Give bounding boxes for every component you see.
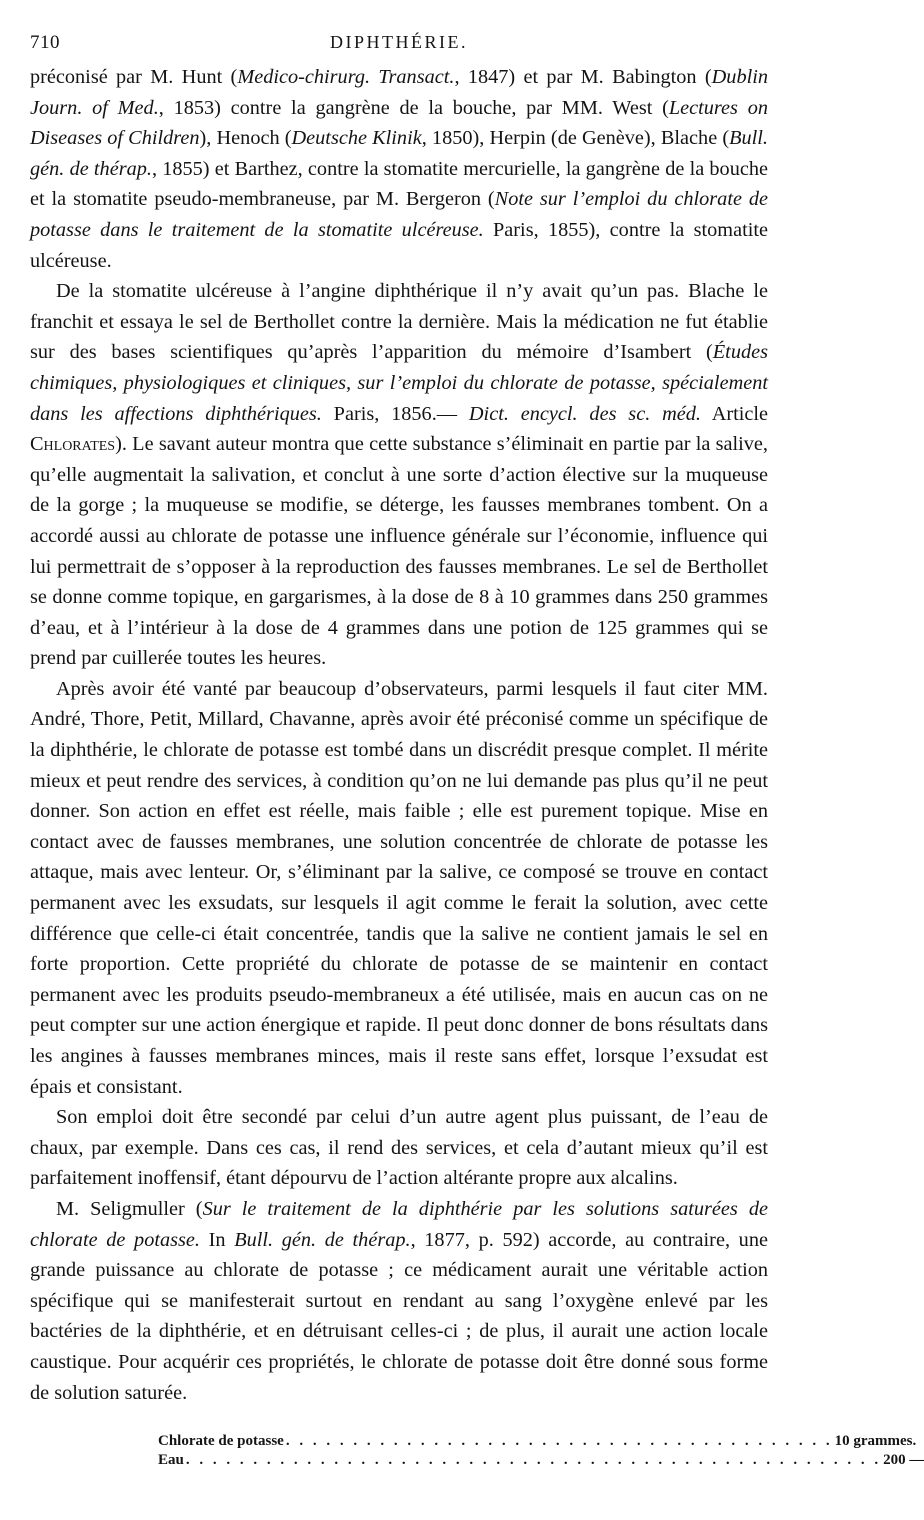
page-header xyxy=(30,28,768,62)
page-body xyxy=(30,62,768,1408)
prescription-row xyxy=(158,1451,924,1470)
running-title: DIPHTHÉRIE. xyxy=(330,32,468,52)
paragraph-5: M. Seligmuller (Sur le traitement de la diphthérie par les solutions saturées de chlorate de potasse. In Bull. gén. de thérap., 1877, p. 592) accorde, au contraire, une grande puissance au chlorate de potasse ; ce médicament aurait une véritable action spécifique qui se manifesterait surtout en rendant au sang l’oxygène enlevé par les bactéries de la diphthérie, et en détruisant celles-ci ; de plus, il aurait une action locale caustique. Pour acquérir ces propriétés, le chlorate de potasse doit être donné sous forme de solution saturée. xyxy=(30,1197,768,1404)
ingredient-name: Eau xyxy=(158,1452,184,1469)
ingredient-quantity: 200 — xyxy=(883,1452,924,1469)
page-number: 710 xyxy=(30,32,60,53)
dot-leader: . . . . . . . . . . . . . . . . . . . . . . . . . . . . . . . . . . . . . . . . . xyxy=(285,1433,833,1450)
paragraph-3: Après avoir été vanté par beaucoup d’observateurs, parmi lesquels il faut citer MM. André, Thore, Petit, Millard, Chavanne, après avoir été préconisé comme un spécifique de la diphthérie, le chlorate de potasse est tombé dans un discrédit presque complet. Il mérite mieux et peut rendre des services, à condition qu’on ne lui demande pas plus qu’il ne peut donner. Son action en effet est réelle, mais faible ; elle est purement topique. Mise en contact avec de fausses membranes, une solution concentrée de chlorate de potasse les attaque, mais avec lenteur. Or, s’éliminant par la salive, ce composé se trouve en contact permanent avec les exsudats, sur lesquels il agit comme le ferait la solution, avec cette différence que celle-ci était concentrée, tandis que la salive ne contient jamais le sel en forte proportion. Cette propriété du chlorate de potasse de se maintenir en contact permanent avec les produits pseudo-membraneux a été utilisée, mais en aucun cas on ne peut compter sur une action énergique et rapide. Il peut donc donner de bons résultats dans les angines à fausses membranes minces, mais il reste sans effet, lorsque l’exsudat est épais et consistant. xyxy=(30,677,768,1098)
ingredient-name: Chlorate de potasse xyxy=(158,1433,284,1450)
paragraph-2: De la stomatite ulcéreuse à l’angine diphthérique il n’y avait qu’un pas. Blache le franchit et essaya le sel de Berthollet contre la dernière. Mais la médication ne fut établie sur des bases scientifiques qu’après l’apparition du mémoire d’Isambert (Études chimiques, physiologiques et cliniques, sur l’emploi du chlorate de potasse, spécialement dans les affections diphthériques. Paris, 1856.— Dict. encycl. des sc. méd. Article Chlorates). Le savant auteur montra que cette substance s’éliminait en partie par la salive, qu’elle augmentait la salivation, et conclut à une sorte d’action élective sur la muqueuse de la gorge ; la muqueuse se modifie, se déterge, les fausses membranes tombent. On a accordé aussi au chlorate de potasse une influence générale sur l’économie, influence qui lui permettrait de s’opposer à la reproduction des fausses membranes. Le sel de Berthollet se donne comme topique, en gargarismes, à la dose de 8 à 10 grammes dans 250 grammes d’eau, et à l’intérieur à la dose de 4 grammes dans une potion de 125 grammes qui se prend par cuillerée toutes les heures. xyxy=(30,280,768,670)
book-page xyxy=(30,28,924,1470)
dot-leader: . . . . . . . . . . . . . . . . . . . . . . . . . . . . . . . . . . . . . . . . . . . . . . . . . . . . xyxy=(185,1452,882,1469)
prescription-row xyxy=(158,1432,917,1451)
paragraph-4: Son emploi doit être secondé par celui d’un autre agent plus puissant, de l’eau de chaux, par exemple. Dans ces cas, il rend des services, et cela d’autant mieux qu’il est parfaitement inoffensif, étant dépourvu de l’action altérante propre aux alcalins. xyxy=(30,1106,768,1190)
prescription-table xyxy=(158,1432,924,1470)
ingredient-quantity: 10 grammes. xyxy=(834,1433,917,1450)
paragraph-1: préconisé par M. Hunt (Medico-chirurg. Transact., 1847) et par M. Babington (Dublin Journ. of Med., 1853) contre la gangrène de la bouche, par MM. West (Lectures on Diseases of Children), Henoch (Deutsche Klinik, 1850), Herpin (de Genève), Blache (Bull. gén. de thérap., 1855) et Barthez, contre la stomatite mercurielle, la gangrène de la bouche et la stomatite pseudo-membraneuse, par M. Bergeron (Note sur l’emploi du chlorate de potasse dans le traitement de la stomatite ulcéreuse. Paris, 1855), contre la stomatite ulcéreuse. xyxy=(30,66,768,272)
